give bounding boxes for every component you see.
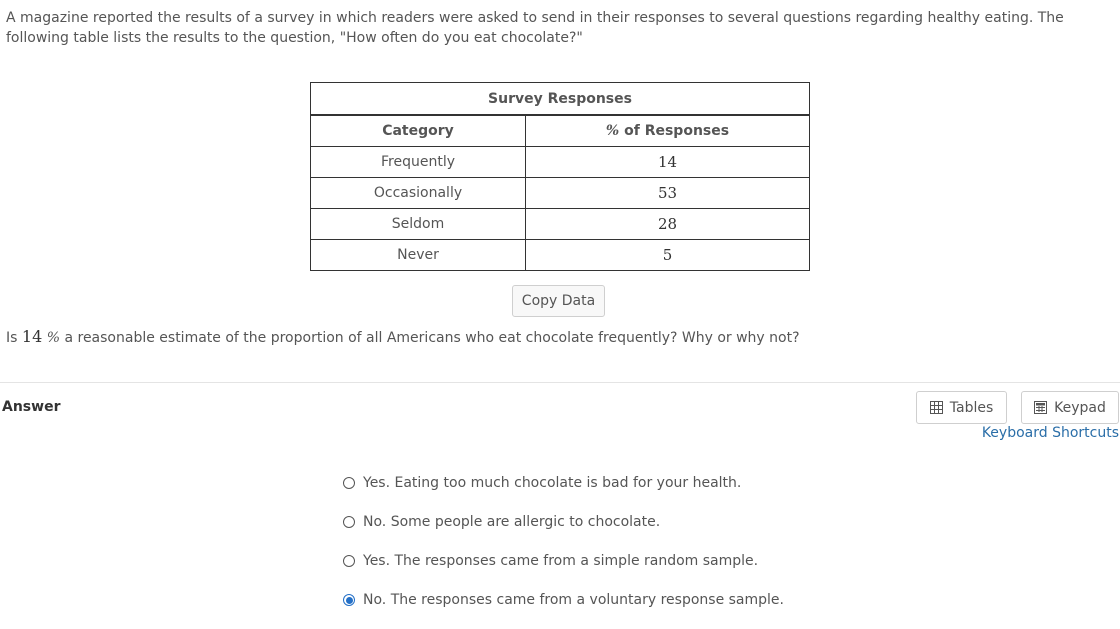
question-number: 14 <box>21 327 43 346</box>
question-after: a reasonable estimate of the proportion of all Americans who eat chocolate frequently? Why or why not? <box>64 330 800 346</box>
category-cell: Occasionally <box>311 178 526 209</box>
column-header-percent <box>526 115 810 147</box>
table-row <box>311 178 810 209</box>
question-prompt: A magazine reported the results of a survey in which readers were asked to send in their responses to several questions regarding healthy eating. The following table lists the results to the question, "How often do you eat chocolate?" <box>6 10 1064 46</box>
percent-symbol: % <box>605 123 620 139</box>
answer-option-label: No. The responses came from a voluntary response sample. <box>363 592 784 608</box>
answer-label: Answer <box>2 399 61 415</box>
keypad-icon <box>1034 401 1047 414</box>
question-before: Is <box>6 330 18 346</box>
tables-button-label: Tables <box>949 399 994 416</box>
category-cell: Never <box>311 240 526 271</box>
keyboard-shortcuts-link[interactable]: Keyboard Shortcuts <box>981 425 1119 441</box>
answer-options <box>343 472 784 628</box>
answer-option[interactable] <box>343 589 784 611</box>
table-caption-row <box>311 83 810 116</box>
radio-button[interactable] <box>343 477 355 489</box>
radio-button[interactable] <box>343 516 355 528</box>
question-percent-symbol: % <box>46 330 61 346</box>
answer-option[interactable] <box>343 550 784 572</box>
table-row <box>311 240 810 271</box>
answer-option-label: Yes. Eating too much chocolate is bad for your health. <box>363 475 742 491</box>
column-header-percent-label: of Responses <box>624 123 730 139</box>
answer-option-label: Yes. The responses came from a simple random sample. <box>363 553 759 569</box>
answer-option[interactable] <box>343 472 784 494</box>
section-divider <box>0 382 1120 383</box>
keypad-button[interactable] <box>1021 391 1119 424</box>
percent-cell: 28 <box>526 209 810 240</box>
percent-cell: 14 <box>526 147 810 178</box>
keypad-button-label: Keypad <box>1054 399 1106 416</box>
radio-button[interactable] <box>343 555 355 567</box>
percent-cell: 5 <box>526 240 810 271</box>
radio-button[interactable] <box>343 594 355 606</box>
percent-cell: 53 <box>526 178 810 209</box>
table-grid-icon <box>930 401 943 414</box>
answer-option-label: No. Some people are allergic to chocolate. <box>363 514 661 530</box>
copy-data-button[interactable]: Copy Data <box>512 285 605 317</box>
table-row <box>311 147 810 178</box>
column-header-category: Category <box>311 115 526 147</box>
table-header-row <box>311 115 810 147</box>
tables-button[interactable] <box>916 391 1007 424</box>
survey-table <box>310 82 810 271</box>
question-text <box>6 326 800 349</box>
category-cell: Frequently <box>311 147 526 178</box>
table-caption: Survey Responses <box>311 83 810 116</box>
answer-option[interactable] <box>343 511 784 533</box>
table-row <box>311 209 810 240</box>
category-cell: Seldom <box>311 209 526 240</box>
